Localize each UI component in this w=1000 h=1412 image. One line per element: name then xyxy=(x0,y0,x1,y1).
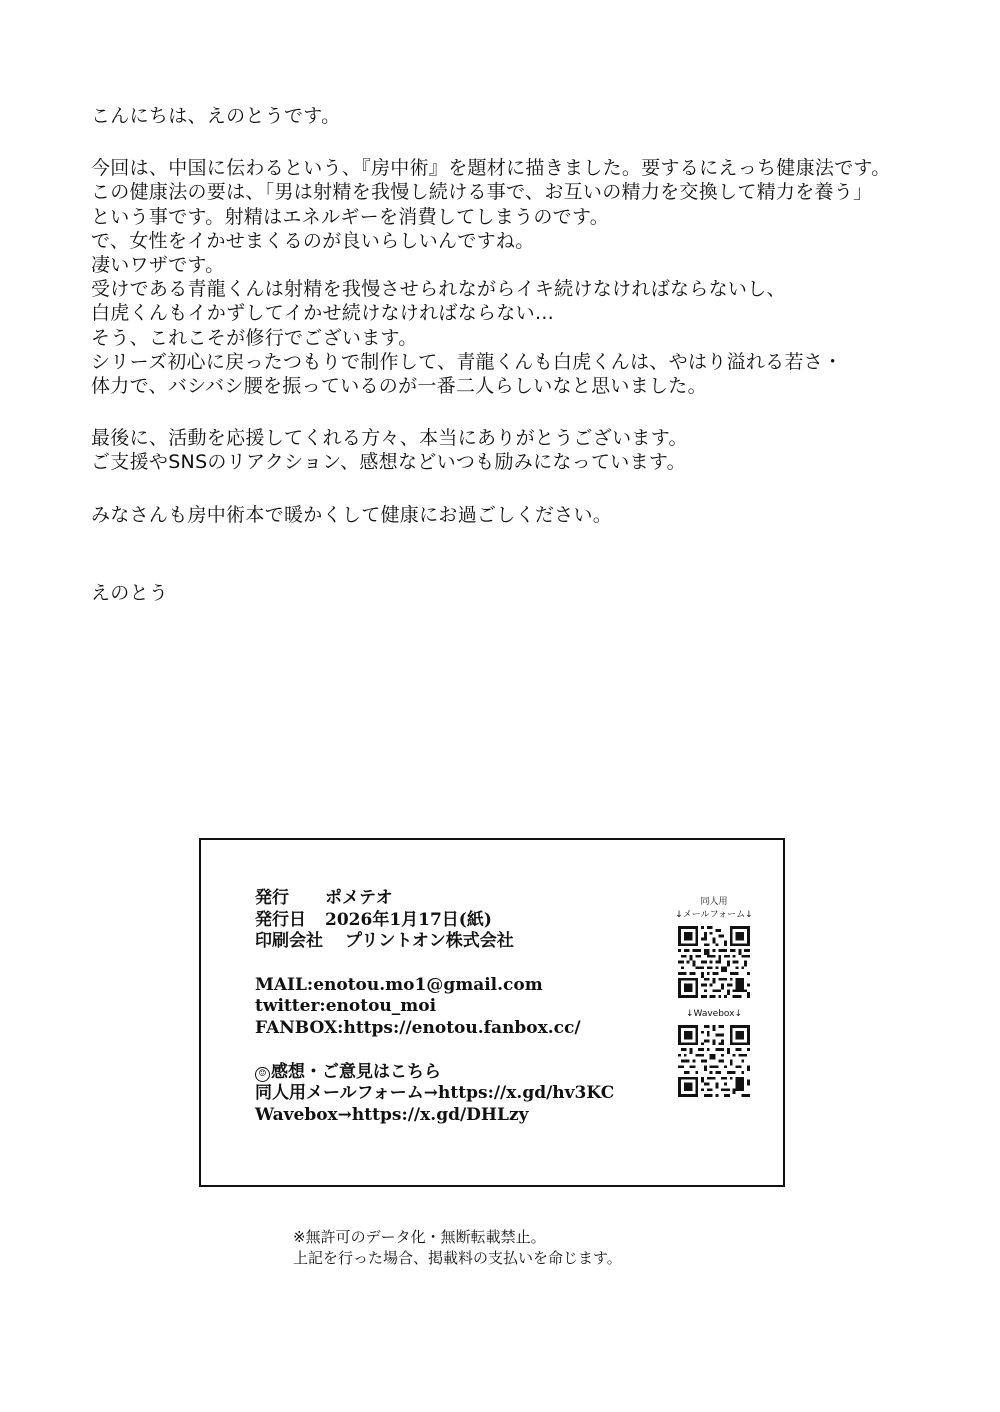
wavebox-link[interactable]: Wavebox→https://x.gd/DHLzy xyxy=(255,1104,529,1125)
publisher-label: 発行 xyxy=(255,888,289,908)
wavebox-qr-code[interactable] xyxy=(678,1025,750,1097)
date-row xyxy=(255,910,614,932)
greeting: こんにちは、えのとうです。 xyxy=(91,105,341,127)
body-line: という事です。射精はエネルギーを消費してしまうのです。 xyxy=(91,205,610,228)
qr-mailform-caption-1: 同人用 xyxy=(700,897,728,907)
body-line: この健康法の要は、「男は射精を我慢し続ける事で、お互いの精力を交換して精力を養う」 xyxy=(91,181,873,204)
body-line: 今回は、中国に伝わるという、『房中術』を題材に描きました。要するにえっち健康法です。 xyxy=(91,157,891,180)
thanks-line: 最後に、活動を応援してくれる方々、本当にありがとうございます。 xyxy=(91,427,688,450)
printer-label: 印刷会社 xyxy=(255,931,323,952)
body-line: 白虎くんもイかずしてイかせ続けなければならない… xyxy=(91,302,555,325)
body-line: 体力で、バシバシ腰を振っているのが一番二人らしいなと思いました。 xyxy=(91,375,707,398)
notice-line: 上記を行った場合、掲載料の支払いを命じます。 xyxy=(293,1249,622,1267)
afterword xyxy=(91,104,971,605)
twitter-handle[interactable]: twitter:enotou_moi xyxy=(255,996,437,1017)
thanks-line: ご支援やSNSのリアクション、感想などいつも励みになっています。 xyxy=(91,451,686,474)
qr-mailform-caption-2: ↓メールフォーム↓ xyxy=(675,910,753,920)
body-line: で、女性をイかせまくるのが良いらしいんですね。 xyxy=(91,229,535,252)
notice-line: ※無許可のデータ化・無断転載禁止。 xyxy=(293,1228,546,1246)
feedback-heading-row xyxy=(255,1062,614,1084)
colophon-box xyxy=(199,838,785,1187)
publisher-name: ポメテオ xyxy=(325,888,393,908)
printer-name: プリントオン株式会社 xyxy=(345,931,514,952)
publisher-row xyxy=(255,888,614,910)
publish-date: 2026年1月17日(紙) xyxy=(325,909,492,930)
copyright-notice xyxy=(293,1227,622,1269)
mailform-qr-code[interactable] xyxy=(678,926,750,998)
mail-address[interactable]: MAIL:enotou.mo1@gmail.com xyxy=(255,974,543,995)
author-signature: えのとう xyxy=(91,581,169,604)
qr-wavebox-caption: ↓Wavebox↓ xyxy=(685,1009,743,1019)
printer-row xyxy=(255,931,614,953)
qr-codes xyxy=(664,896,764,1097)
closing-line: みなさんも房中術本で暖かくして健康にお過ごしください。 xyxy=(91,503,613,526)
body-line: 凄いワザです。 xyxy=(91,254,225,277)
date-label: 発行日 xyxy=(255,909,306,930)
mailform-link[interactable]: 同人用メールフォーム→https://x.gd/hv3KC xyxy=(255,1083,615,1104)
body-line: 受けである青龍くんは射精を我慢させられながらイキ続けなければならないし、 xyxy=(91,278,786,301)
smile-icon: ☺ xyxy=(255,1067,270,1082)
feedback-heading: 感想・ご意見はこちら xyxy=(271,1061,441,1082)
body-line: シリーズ初心に戻ったつもりで制作して、青龍くんも白虎くんは、やはり溢れる若さ・ xyxy=(91,350,843,373)
body-line: そう、これこそが修行でございます。 xyxy=(91,326,418,349)
colophon-details xyxy=(255,888,614,1126)
fanbox-link[interactable]: FANBOX:https://enotou.fanbox.cc/ xyxy=(255,1017,581,1038)
